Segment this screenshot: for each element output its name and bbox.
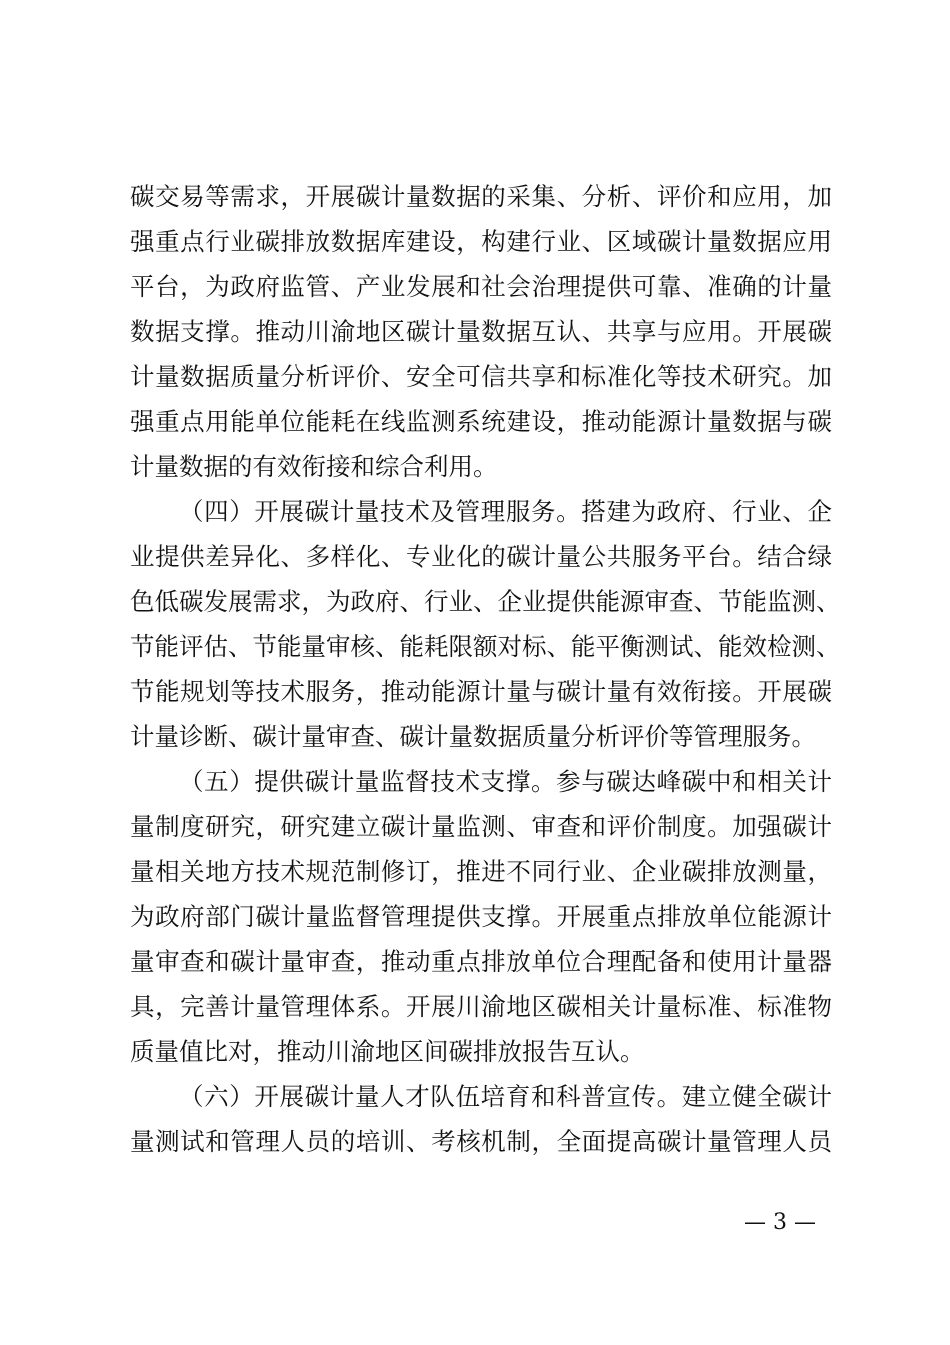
text-line: 为政府部门碳计量监督管理提供支撑。开展重点排放单位能源计 [130, 902, 832, 931]
text-line: 数据支撑。推动川渝地区碳计量数据互认、共享与应用。开展碳 [130, 317, 832, 346]
text-line: 量审查和碳计量审查，推动重点排放单位合理配备和使用计量器 [130, 947, 832, 976]
text-line: 质量值比对，推动川渝地区间碳排放报告互认。 [130, 1037, 645, 1066]
text-line: 平台，为政府监管、产业发展和社会治理提供可靠、准确的计量 [130, 272, 832, 301]
text-line: 量相关地方技术规范制修订，推进不同行业、企业碳排放测量， [130, 857, 832, 886]
text-line: 强重点用能单位能耗在线监测系统建设，推动能源计量数据与碳 [130, 407, 832, 436]
section-heading-line: （六）开展碳计量人才队伍培育和科普宣传。建立健全碳计 [179, 1082, 832, 1111]
body-text [130, 174, 841, 1164]
section-heading-line: （五）提供碳计量监督技术支撑。参与碳达峰碳中和相关计 [179, 767, 832, 796]
page-number: — 3 — [744, 1210, 816, 1235]
text-line: 具，完善计量管理体系。开展川渝地区碳相关计量标准、标准物 [130, 992, 832, 1021]
text-line: 节能评估、节能量审核、能耗限额对标、能平衡测试、能效检测、 [130, 632, 841, 661]
text-line: 业提供差异化、多样化、专业化的碳计量公共服务平台。结合绿 [130, 542, 832, 571]
section-heading-line: （四）开展碳计量技术及管理服务。搭建为政府、行业、企 [179, 497, 832, 526]
text-line: 强重点行业碳排放数据库建设，构建行业、区域碳计量数据应用 [130, 227, 832, 256]
text-line: 量制度研究，研究建立碳计量监测、审查和评价制度。加强碳计 [130, 812, 832, 841]
text-line: 碳交易等需求，开展碳计量数据的采集、分析、评价和应用，加 [130, 182, 832, 211]
text-line: 计量诊断、碳计量审查、碳计量数据质量分析评价等管理服务。 [130, 722, 816, 751]
text-line: 色低碳发展需求，为政府、行业、企业提供能源审查、节能监测、 [130, 587, 841, 616]
text-line: 计量数据的有效衔接和综合利用。 [130, 452, 498, 481]
text-line: 节能规划等技术服务，推动能源计量与碳计量有效衔接。开展碳 [130, 677, 832, 706]
text-line: 量测试和管理人员的培训、考核机制，全面提高碳计量管理人员 [130, 1127, 832, 1156]
text-line: 计量数据质量分析评价、安全可信共享和标准化等技术研究。加 [130, 362, 832, 391]
